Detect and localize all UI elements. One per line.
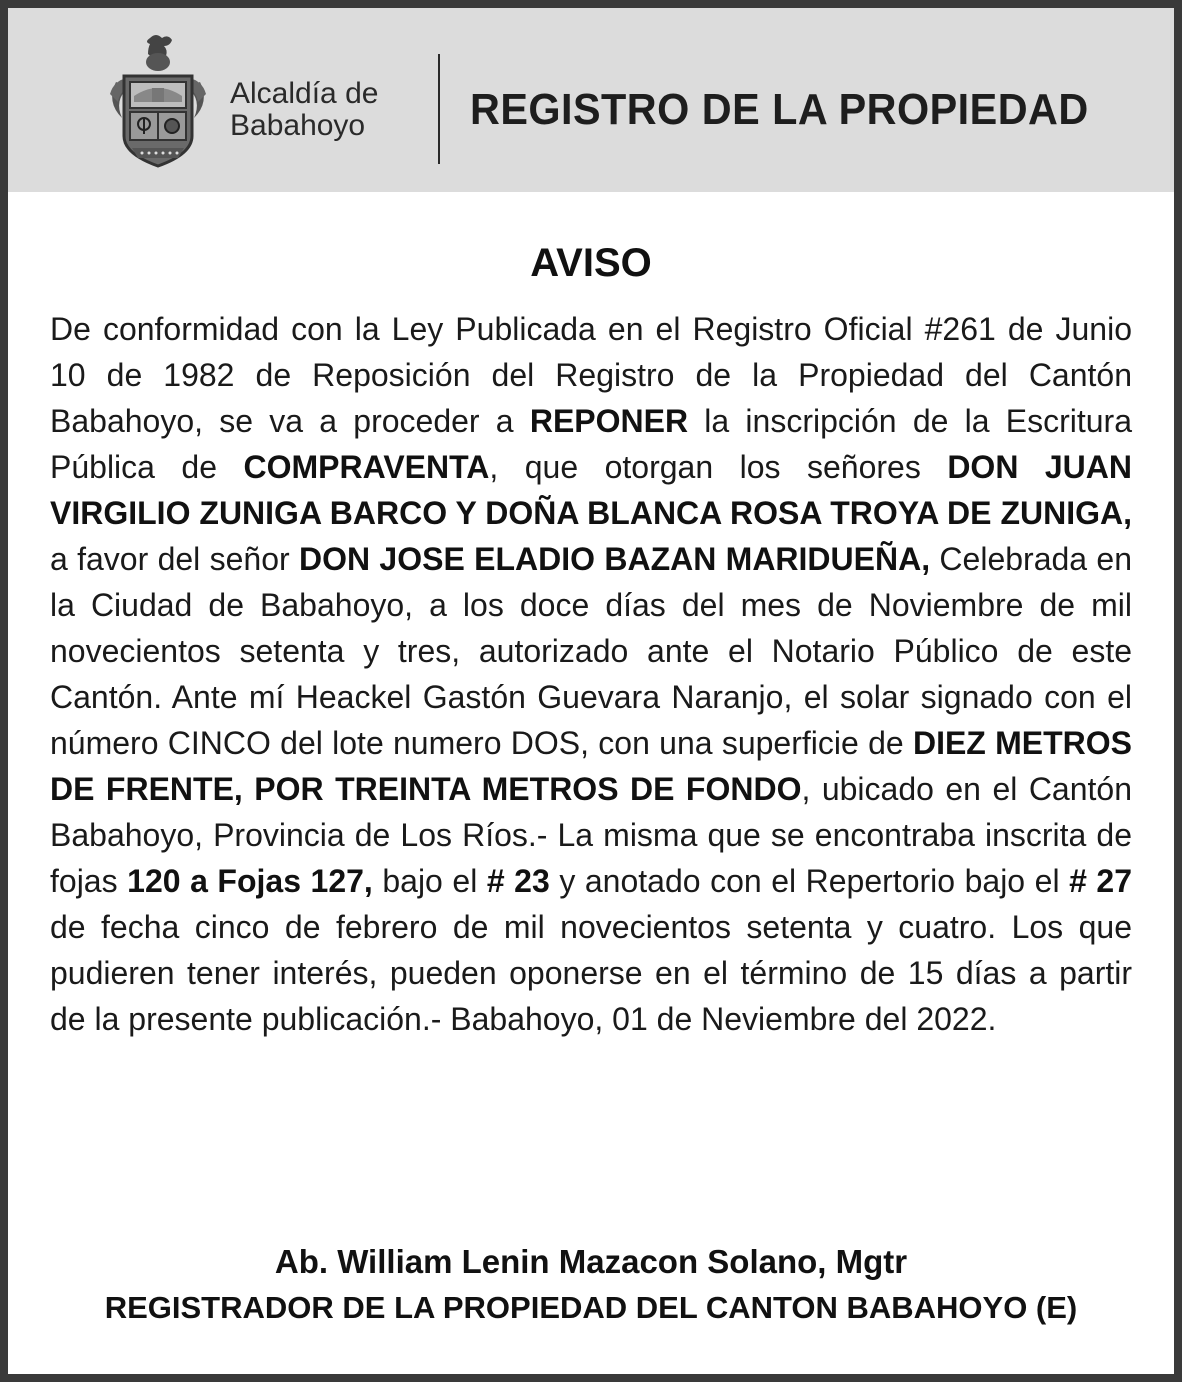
header-title: REGISTRO DE LA PROPIEDAD xyxy=(470,85,1089,134)
signatory-title: REGISTRADOR DE LA PROPIEDAD DEL CANTON BABAHOYO (E) xyxy=(104,1290,1078,1325)
header-divider xyxy=(438,54,440,164)
notice-emphasis: COMPRAVENTA xyxy=(243,449,490,485)
notice-emphasis: # 27 xyxy=(1069,863,1133,899)
notice-text: y anotado con el Repertorio bajo el xyxy=(549,863,1070,899)
notice-emphasis: 120 a Fojas 127, xyxy=(127,863,373,899)
notice-text: la inscripción de la Escritura Pública de xyxy=(50,403,1133,485)
notice-text: bajo el xyxy=(372,863,487,899)
notice-text: a favor del señor xyxy=(50,541,299,577)
signatory-name: Ab. William Lenin Mazacon Solano, Mgtr xyxy=(274,1243,908,1280)
notice-text: Celebrada en la Ciudad de Babahoyo, a los doce días del mes de Noviembre de mil novecientos setenta y tres, autorizado ante el Notario Público de este Cantón. Ante mí Heackel Gastón Guevara Naranjo, el solar signado con el número CINCO del lote numero DOS, con una superficie de xyxy=(50,541,1133,761)
notice-body xyxy=(50,306,1132,1042)
brand-name xyxy=(230,78,378,142)
notice-text: , que otorgan los señores xyxy=(489,449,948,485)
brand-line-1: Alcaldía de xyxy=(230,77,379,110)
notice-emphasis: DIEZ METROS DE FRENTE, POR TREINTA METROS DE FONDO xyxy=(50,725,1133,807)
brand-line-2: Babahoyo xyxy=(230,109,366,142)
header-band xyxy=(8,8,1174,192)
notice-emphasis: # 23 xyxy=(486,863,550,899)
notice-text: De conformidad con la Ley Publicada en el Registro Oficial #261 de Junio 10 de 1982 de Reposición del Registro de la Propiedad del Cantón Babahoyo, se va a proceder a xyxy=(50,311,1132,439)
notice-text: de fecha cinco de febrero de mil novecientos setenta y cuatro. Los que pudieren tener interés, pueden oponerse en el término de 15 días a partir de la presente publicación.- Babahoyo, 01 de Neviembre del 2022. xyxy=(50,909,1132,1037)
notice-emphasis: DON JOSE ELADIO BAZAN MARIDUEÑA, xyxy=(299,541,931,577)
notice-emphasis: REPONER xyxy=(529,403,689,439)
notice-emphasis: DON JUAN VIRGILIO ZUNIGA BARCO Y DOÑA BLANCA ROSA TROYA DE ZUNIGA, xyxy=(50,449,1133,531)
notice-text: , ubicado en el Cantón Babahoyo, Provincia de Los Ríos.- La misma que se encontraba inscrita de fojas xyxy=(50,771,1133,899)
municipal-coat-of-arms-icon xyxy=(106,32,210,172)
notice-heading: AVISO xyxy=(530,241,652,285)
